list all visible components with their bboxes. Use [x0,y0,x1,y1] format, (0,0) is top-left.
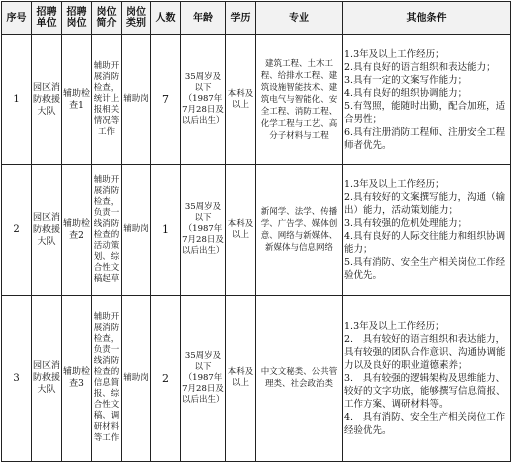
row-education: 本科及以上 [226,295,256,461]
condition-line: 2.具有较好的文案撰写能力，沟通（输出）能力，活动策划能力； [344,191,506,216]
row-count: 2 [151,295,181,461]
condition-line: 5.有驾照，能随时出勤，配合加班，适合男性； [344,100,506,125]
row-post: 辅助检查2 [62,165,92,295]
row-post: 辅助检查3 [62,295,92,461]
condition-line: 1.3年及以上工作经历； [344,178,445,190]
condition-line: 3.具有较强的危机处理能力； [344,217,468,229]
row-category: 辅助岗 [122,35,151,165]
condition-line: 3. 具有较强的逻辑架构及思维能力、较好的文字功底，能够撰写信息简报、工作方案、调研材料等。 [344,372,506,410]
row-category: 辅助岗 [122,295,151,461]
header-count: 人数 [151,2,181,35]
header-age: 年龄 [181,2,226,35]
row-unit: 园区消防救援大队 [32,165,62,295]
header-major: 专业 [256,2,343,35]
row-seq: 3 [2,295,32,461]
row-age: 35周岁及以下（1987年7月28日及以后出生） [181,35,226,165]
row-unit: 园区消防救援大队 [32,35,62,165]
row-unit: 园区消防救援大队 [32,295,62,461]
condition-line: 2.具有良好的语言组织和表达能力； [344,61,496,73]
table-row [2,165,511,295]
condition-line: 4.具有良好的组织协调能力； [344,87,468,99]
condition-line: 4. 具有消防、安全生产相关岗位工作经验优先。 [344,411,506,436]
row-brief: 辅助开展消防检查，统计上报相关情况等工作 [92,35,122,165]
header-seq: 序号 [2,2,32,35]
recruitment-table [1,1,511,462]
condition-line: 4.具有良好的人际交往能力和组织协调能力； [344,230,506,255]
row-major: 建筑工程、土木工程、给排水工程、建筑设施智能技术、建筑电气与智能化、安全工程、消防工程、化学工程与工艺、高分子材料与工程 [256,35,343,165]
row-seq: 1 [2,35,32,165]
row-conditions [343,165,511,295]
row-post: 辅助检查1 [62,35,92,165]
condition-line: 6.具有注册消防工程师、注册安全工程师者优先。 [344,126,506,151]
row-major: 新闻学、法学、传播学、广告学、媒体创意、网络与新媒体、新媒体与信息网络 [256,165,343,295]
row-seq: 2 [2,165,32,295]
condition-line: 1.3年及以上工作经历； [344,320,445,332]
row-brief: 辅助开展消防检查，负责一线消防检查的信息简报、综合性文稿、调研材料等工作 [92,295,122,461]
header-post: 招聘岗位 [62,2,92,35]
condition-line: 3.具有一定的文案写作能力； [344,74,468,86]
row-education: 本科及以上 [226,35,256,165]
row-category: 辅助岗 [122,165,151,295]
row-count: 1 [151,165,181,295]
header-conditions: 其他条件 [343,2,511,35]
table-row [2,35,511,165]
header-brief: 岗位简介 [92,2,122,35]
row-count: 7 [151,35,181,165]
condition-line: 5.具有消防、安全生产相关岗位工作经验优先。 [344,256,506,281]
condition-line: 2. 具有较好的语言组织和表达能力，具有较强的团队合作意识、沟通协调能力以及良好的职业道德素养； [344,333,506,371]
header-category: 岗位类别 [122,2,151,35]
row-age: 35周岁及以下（1987年7月28日及以后出生） [181,165,226,295]
row-conditions [343,35,511,165]
row-major: 中文文秘类、公共管理类、社会政治类 [256,295,343,461]
row-brief: 辅助开展消防检查，负责一线消防检查的活动策划、综合性文稿起草 [92,165,122,295]
table-row [2,295,511,461]
header-row [2,2,511,35]
header-education: 学历 [226,2,256,35]
row-education: 本科及以上 [226,165,256,295]
header-unit: 招聘单位 [32,2,62,35]
condition-line: 1.3年及以上工作经历； [344,48,445,60]
row-age: 35周岁及以下（1987年7月28日及以后出生） [181,295,226,461]
row-conditions [343,295,511,461]
